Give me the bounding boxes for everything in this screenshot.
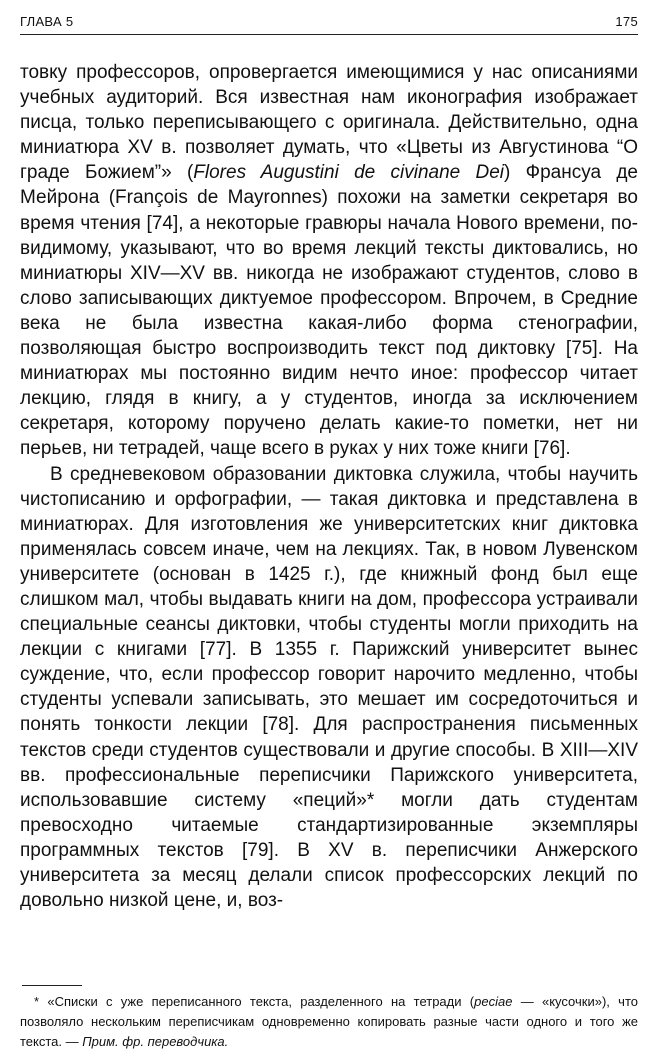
chapter-label: ГЛАВА 5 (20, 14, 74, 29)
running-head (20, 14, 638, 35)
body-text (20, 60, 638, 913)
footnote-latin-term: peciae (474, 994, 513, 1009)
translator-note: Прим. фр. переводчика. (82, 1034, 229, 1049)
paragraph-1 (20, 60, 638, 462)
footnote-text-b: — «кусочки»), что позволяло нескольким переписчикам одновременно копировать разные части одного и того же текста. — (20, 994, 638, 1049)
paragraph-1-text-a: товку профессоров, опровергается имеющимися у нас описаниями учебных аудиторий. Вся известная нам иконография изображает писца, только переписывающего с оригинала. Действительно, одна миниатюра XV в. позволяет думать, что «Цветы из Августинова “О граде Божием”» ( (20, 62, 638, 184)
paragraph-2: В средневековом образовании диктовка служила, чтобы научить чистописанию и орфографии, — такая диктовка и представлена в миниатюрах. Для изготовления же университетских книг диктовка применялась совсем иначе, чем на лекциях. Так, в новом Лувенском университете (основан в 1425 г.), где книжный фонд был еще слишком мал, чтобы выдавать книги на дом, профессора устраивали специальные сеансы диктовки, чтобы студенты могли приходить на лекции с книгами [77]. В 1355 г. Парижский университет вынес суждение, что, если профессор говорит нарочито медленно, чтобы студенты успевали записывать, это мешает им сосредоточиться и понять тонкости лекции [78]. Для распространения письменных текстов среди студентов существовали и другие способы. В XIII—XIV вв. профессиональные переписчики Парижского университета, использовавшие систему «пеций»* могли дать студентам превосходно читаемые стандартизированные экземпляры программных текстов [79]. В XV в. переписчики Анжерского университета за месяц делали список профессорских лекций по довольно низкой цене, и, воз- (20, 463, 638, 912)
footnote-text-a: * «Списки с уже переписанного текста, разделенного на тетради ( (34, 994, 475, 1009)
footnote-divider (22, 985, 82, 986)
paragraph-1-text-b: ) Франсуа де Мейрона (François de Mayronnes) похожи на заметки секретаря во время чтения [74], а некоторые гравюры начала Нового времени, по-видимому, указывают, что во время лекций тексты диктовались, но миниатюры XIV—XV вв. никогда не изображают студентов, слово в слово записывающих диктуемое профессором. Впрочем, в Средние века не была известна какая-либо форма стенографии, позволяющая быстро воспроизводить текст под диктовку [75]. На миниатюрах мы постоянно видим нечто иное: профессор читает лекцию, глядя в книгу, а у студентов, иногда за исключением секретаря, которому поручено делать какие-то пометки, нет ни перьев, ни тетрадей, чаще всего в руках у них тоже книги [76]. (20, 162, 638, 460)
page-number: 175 (615, 14, 638, 29)
footnote (20, 992, 638, 1052)
latin-title: Flores Augustini de civinane Dei (193, 162, 505, 184)
